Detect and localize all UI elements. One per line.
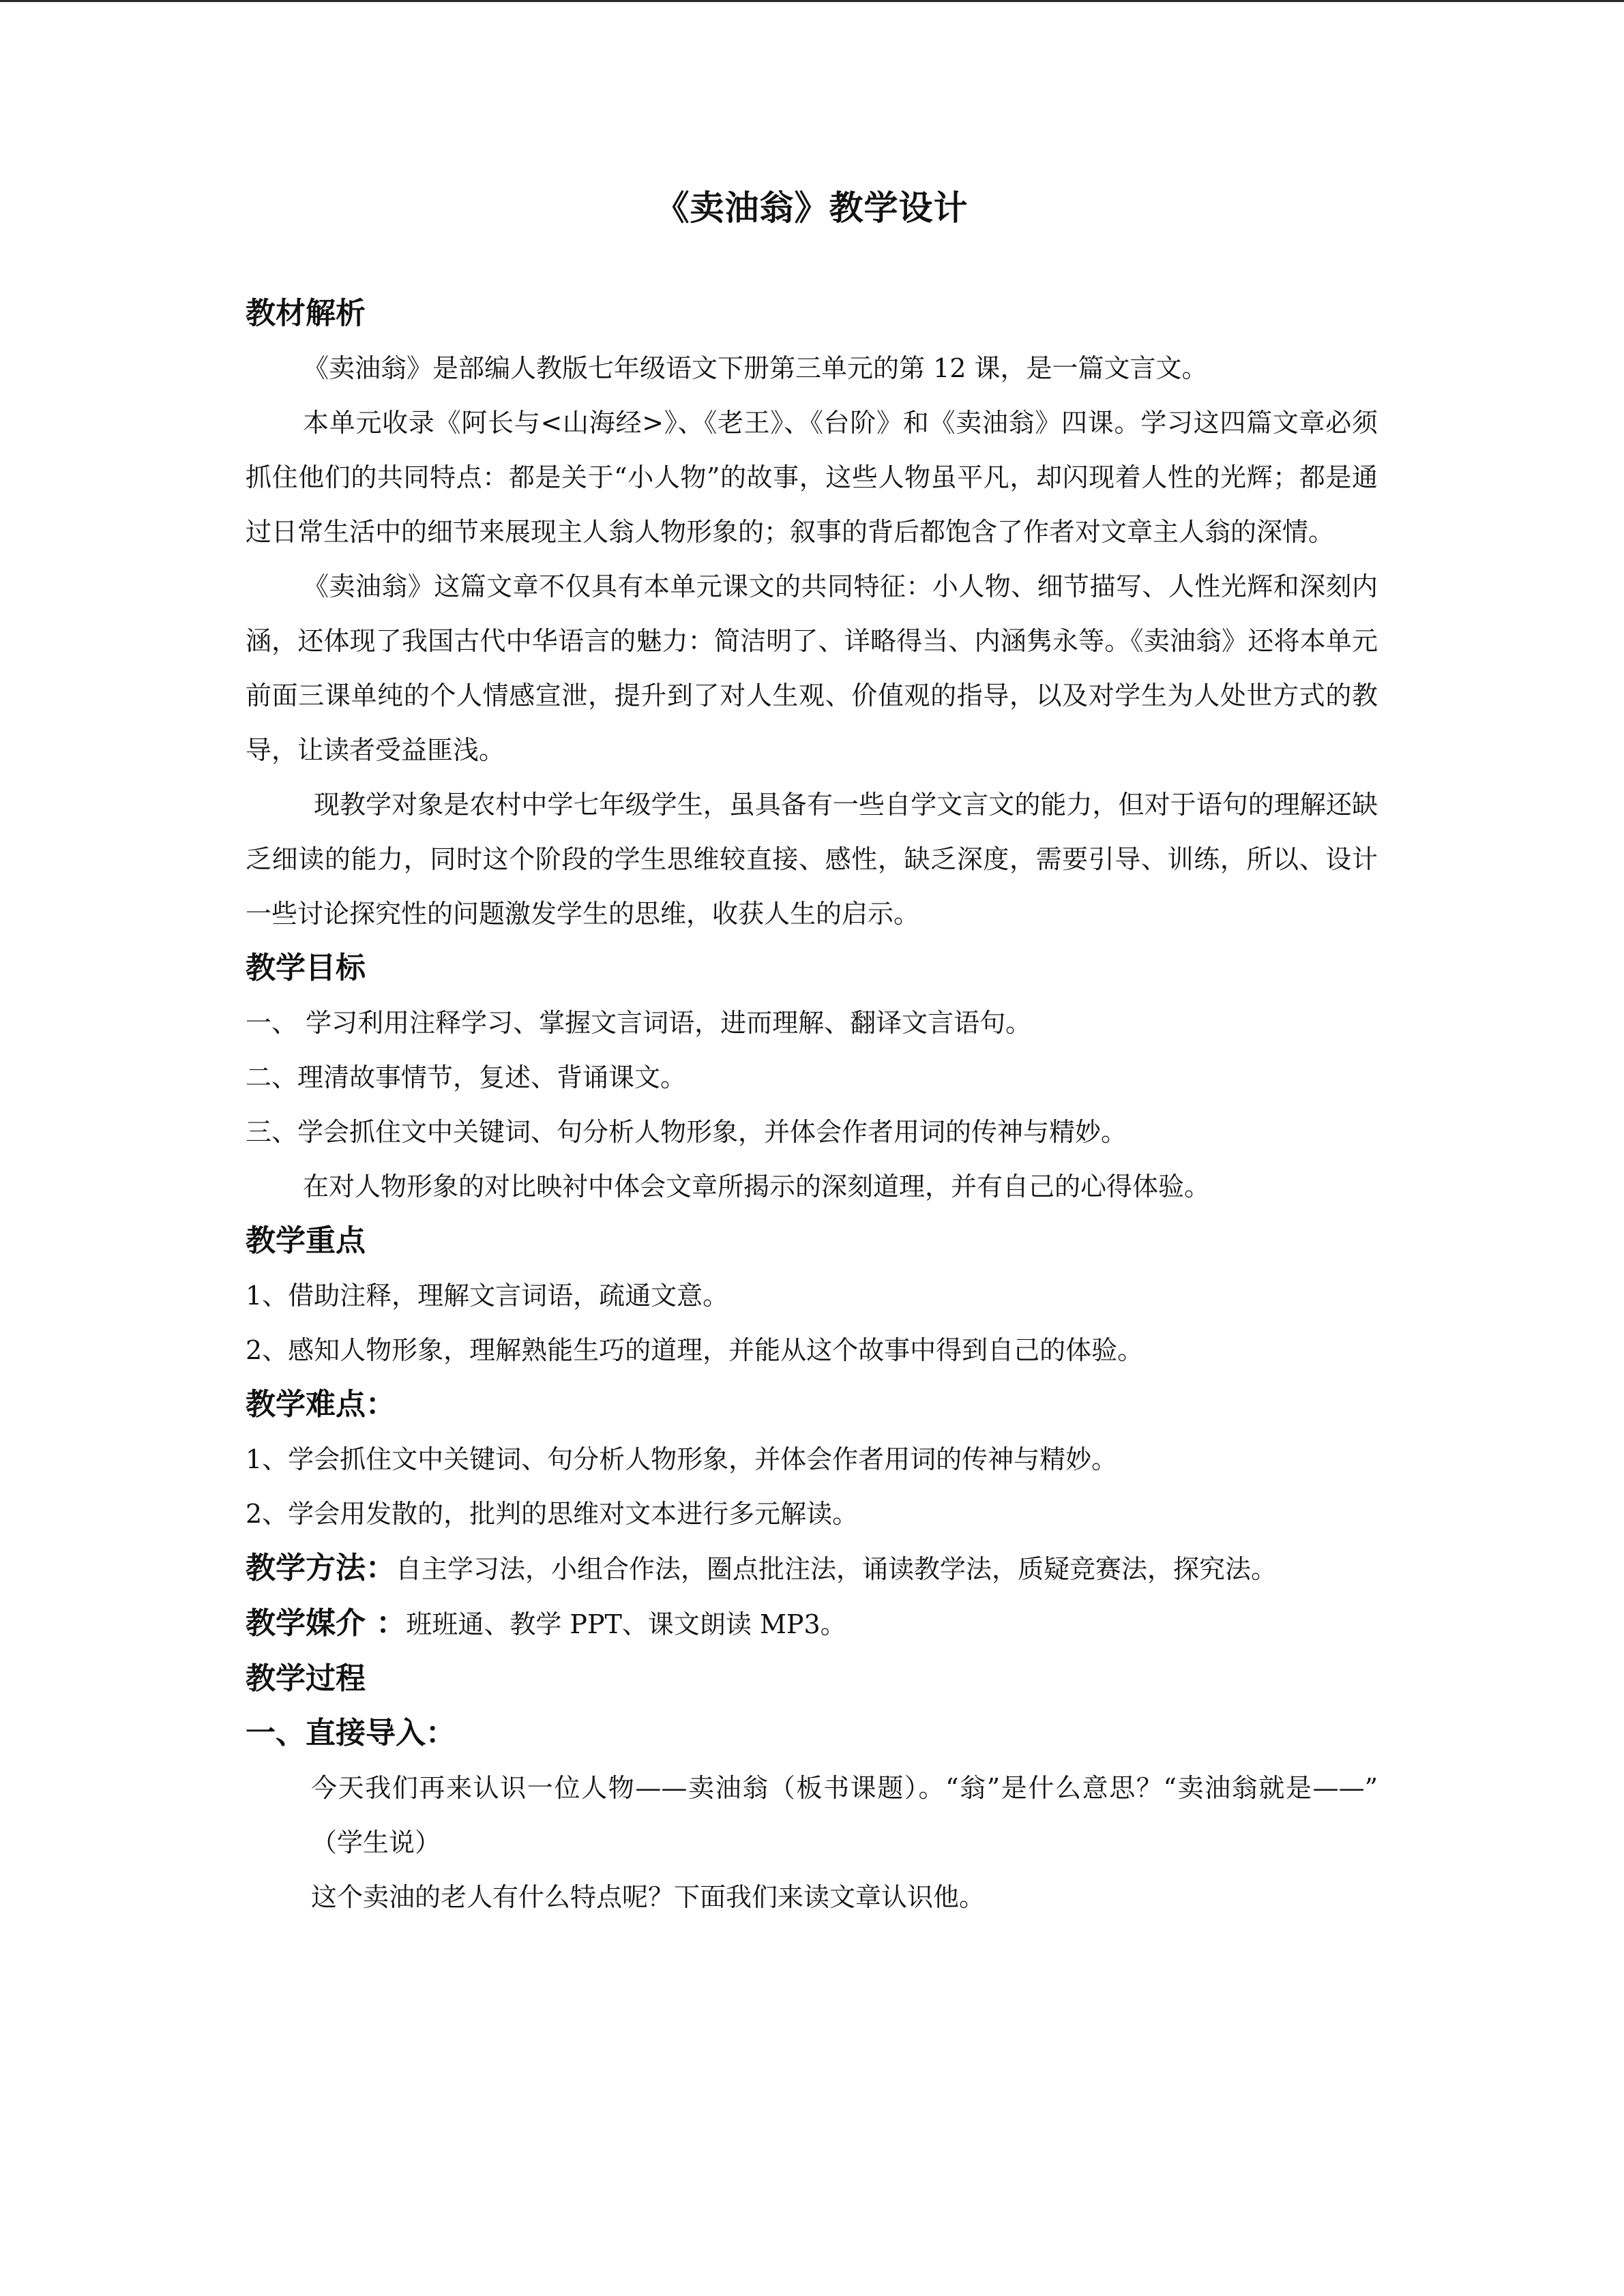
process-step-1-heading: 一、直接导入： (246, 1716, 456, 1750)
key-point-item-2: 2、感知人物形象，理解熟能生巧的道理，并能从这个故事中得到自己的体验。 (246, 1335, 1144, 1365)
methods-text: 自主学习法，小组合作法，圈点批注法，诵读教学法，质疑竞赛法，探究法。 (396, 1554, 1278, 1584)
methods-paragraph (246, 1541, 1378, 1596)
page-top-border (0, 0, 1624, 2)
goal-item-1: 一、 学习利用注释学习、掌握文言词语，进而理解、翻译文言语句。 (246, 1008, 1032, 1038)
goal-extra: 在对人物形象的对比映衬中体会文章所揭示的深刻道理，并有自己的心得体验。 (303, 1172, 1211, 1202)
document-page (246, 184, 1378, 1924)
paragraph-textbook-2: 本单元收录《阿长与<山海经>》、《老王》、《台阶》和《卖油翁》四课。学习这四篇文章必须抓住他们的共同特点：都是关于“小人物”的故事，这些人物虽平凡，却闪现着人性的光辉；都是通过日常生活中的细节来展现主人翁人物形象的；叙事的背后都饱含了作者对文章主人翁的深情。 (246, 408, 1378, 547)
section-heading-key-points: 教学重点 (246, 1223, 366, 1258)
section-difficulties (246, 1377, 1378, 1541)
section-heading-goals: 教学目标 (246, 951, 366, 985)
difficulty-item-1: 1、学会抓住文中关键词、句分析人物形象，并体会作者用词的传神与精妙。 (246, 1444, 1118, 1474)
difficulty-item-2: 2、学会用发散的，批判的思维对文本进行多元解读。 (246, 1499, 859, 1529)
process-step-1-paragraph-1: 今天我们再来认识一位人物——卖油翁（板书课题）。“翁”是什么意思？“卖油翁就是——” （学生说） (311, 1773, 1378, 1858)
methods-label: 教学方法： (246, 1551, 396, 1585)
section-teaching-goals (246, 941, 1378, 1214)
paragraph-textbook-4: 现教学对象是农村中学七年级学生，虽具备有一些自学文言文的能力，但对于语句的理解还缺乏细读的能力，同时这个阶段的学生思维较直接、感性，缺乏深度，需要引导、训练，所以、设计一些讨论探究性的问题激发学生的思维，收获人生的启示。 (246, 790, 1378, 929)
process-step-1-paragraph-2: 这个卖油的老人有什么特点呢？下面我们来读文章认识他。 (311, 1882, 986, 1912)
paragraph-textbook-3: 《卖油翁》这篇文章不仅具有本单元课文的共同特征：小人物、细节描写、人性光辉和深刻内涵，还体现了我国古代中华语言的魅力：简洁明了、详略得当、内涵隽永等。《卖油翁》还将本单元前面三课单纯的个人情感宣泄，提升到了对人生观、价值观的指导，以及对学生为人处世方式的教导，让读者受益匪浅。 (246, 571, 1378, 765)
section-heading-process: 教学过程 (246, 1661, 366, 1696)
media-paragraph (246, 1596, 1378, 1652)
document-title: 《卖油翁》教学设计 (655, 188, 969, 228)
key-point-item-1: 1、借助注释，理解文言词语，疏通文意。 (246, 1281, 729, 1311)
section-heading-textbook: 教材解析 (246, 296, 366, 331)
goal-item-2: 二、理清故事情节，复述、背诵课文。 (246, 1062, 687, 1092)
process-step-1-body (246, 1761, 1378, 1924)
section-methods (246, 1541, 1378, 1596)
section-key-points (246, 1214, 1378, 1377)
media-label: 教学媒介 ： (246, 1606, 407, 1641)
section-process (246, 1652, 1378, 1924)
goal-item-3: 三、学会抓住文中关键词、句分析人物形象，并体会作者用词的传神与精妙。 (246, 1117, 1127, 1147)
media-text: 班班通、教学 PPT、课文朗读 MP3。 (406, 1609, 846, 1639)
section-heading-difficulties: 教学难点： (246, 1387, 396, 1422)
section-media (246, 1596, 1378, 1652)
section-textbook-analysis (246, 286, 1378, 941)
paragraph-textbook-1: 《卖油翁》是部编人教版七年级语文下册第三单元的第 12 课，是一篇文言文。 (303, 353, 1208, 383)
